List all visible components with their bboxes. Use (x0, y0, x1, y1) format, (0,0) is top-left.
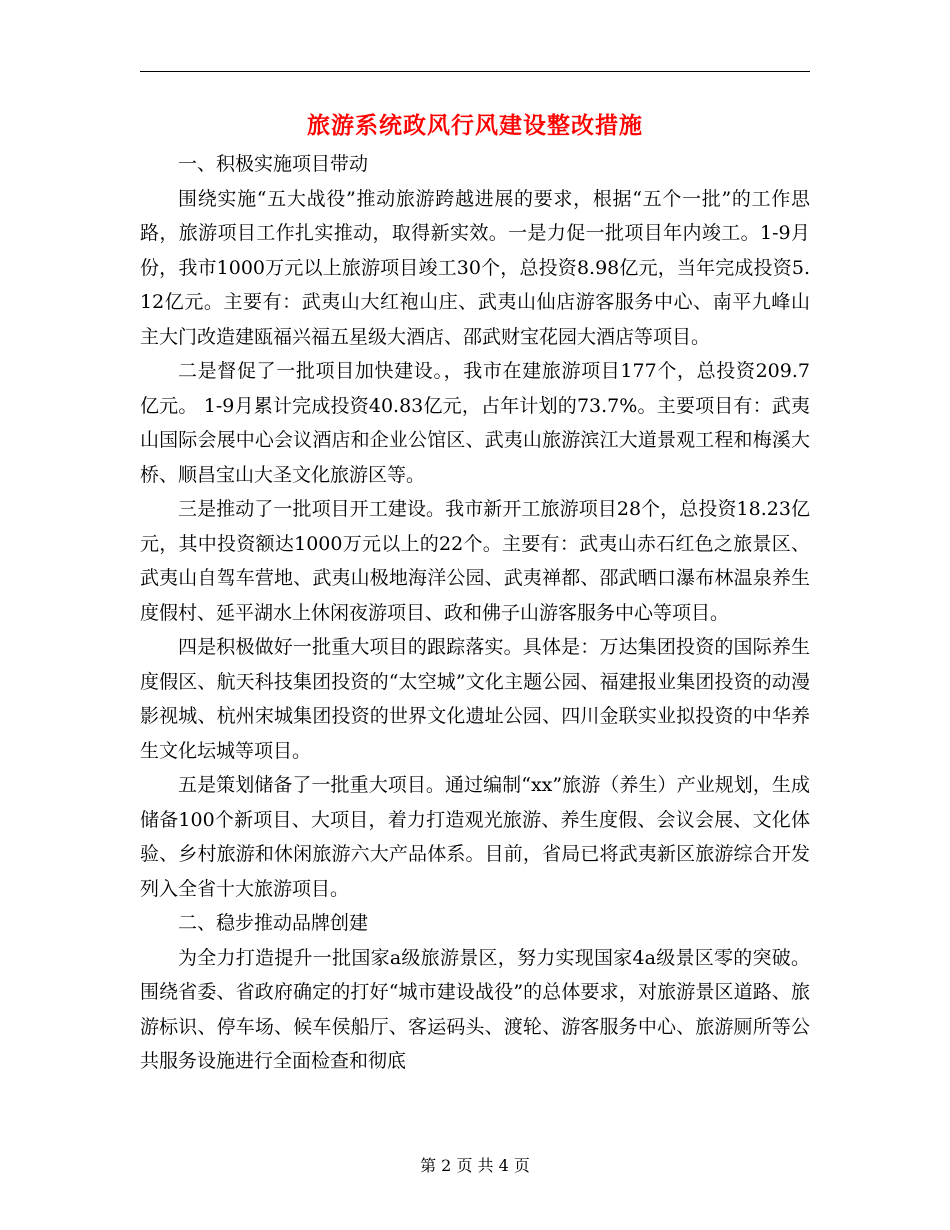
page-number: 第 2 页 共 4 页 (420, 1156, 530, 1175)
paragraph-2: 二是督促了一批项目加快建设。，我市在建旅游项目177个，总投资209.7亿元。 1-9月累计完成投资40.83亿元，占年计划的73.7%。主要项目有：武夷山国际会展中心会议酒店和企业公馆区、武夷山旅游滨江大道景观工程和梅溪大桥、顺昌宝山大圣文化旅游区等。 (140, 360, 810, 486)
paragraph-4: 四是积极做好一批重大项目的跟踪落实。具体是：万达集团投资的国际养生度假区、航天科技集团投资的“太空城”文化主题公园、福建报业集团投资的动漫影视城、杭州宋城集团投资的世界文化遗址公园、四川金联实业拟投资的中华养生文化坛城等项目。 (140, 636, 810, 762)
document-body (140, 147, 810, 1079)
header-rule (140, 71, 810, 72)
section-heading-1: 一、积极实施项目带动 (178, 153, 369, 175)
paragraph-5: 五是策划储备了一批重大项目。通过编制“xx”旅游（养生）产业规划，生成储备100个新项目、大项目，着力打造观光旅游、养生度假、会议会展、文化体验、乡村旅游和休闲旅游六大产品体系。目前，省局已将武夷新区旅游综合开发列入全省十大旅游项目。 (140, 774, 810, 900)
paragraph-3: 三是推动了一批项目开工建设。我市新开工旅游项目28个，总投资18.23亿元，其中投资额达1000万元以上的22个。主要有：武夷山赤石红色之旅景区、武夷山自驾车营地、武夷山极地海洋公园、武夷禅都、邵武晒口瀑布林温泉养生度假村、延平湖水上休闲夜游项目、政和佛子山游客服务中心等项目。 (140, 498, 810, 624)
paragraph-1: 围绕实施“五大战役”推动旅游跨越进展的要求，根据“五个一批”的工作思路，旅游项目工作扎实推动，取得新实效。一是力促一批项目年内竣工。1-9月份，我市1000万元以上旅游项目竣工30个，总投资8.98亿元，当年完成投资5.12亿元。主要有：武夷山大红袍山庄、武夷山仙店游客服务中心、南平九峰山主大门改造建瓯福兴福五星级大酒店、邵武财宝花园大酒店等项目。 (140, 187, 810, 348)
paragraph-6: 为全力打造提升一批国家a级旅游景区，努力实现国家4a级景区零的突破。围绕省委、省政府确定的打好“城市建设战役”的总体要求，对旅游景区道路、旅游标识、停车场、候车侯船厅、客运码头、渡轮、游客服务中心、旅游厕所等公共服务设施进行全面检查和彻底 (140, 946, 810, 1072)
section-heading-2: 二、稳步推动品牌创建 (178, 912, 369, 934)
document-title: 旅游系统政风行风建设整改措施 (307, 112, 643, 139)
